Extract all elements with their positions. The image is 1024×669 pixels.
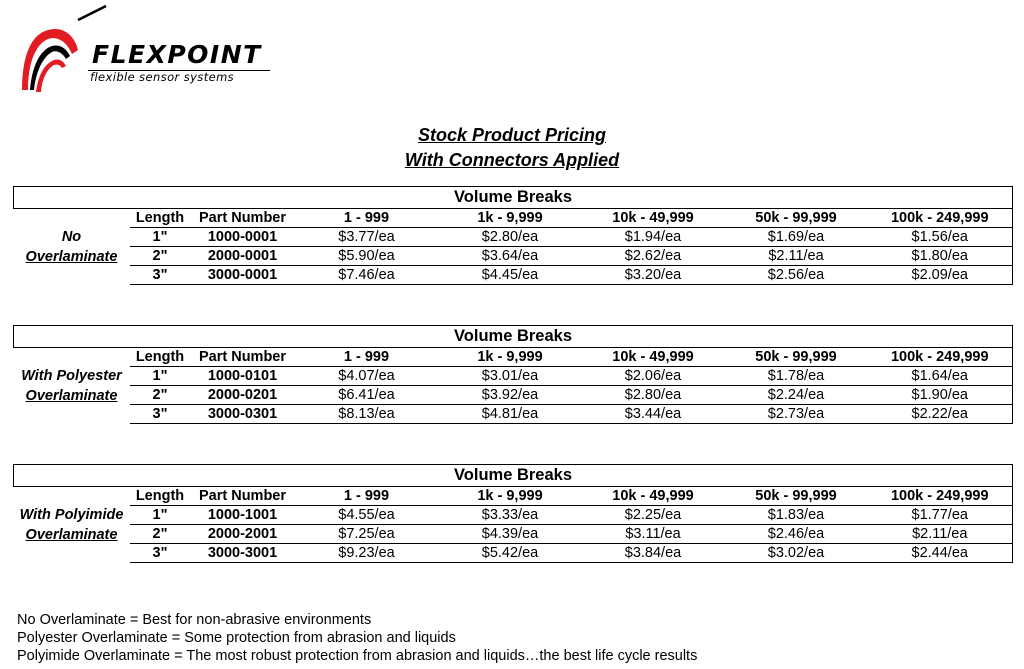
price-cell: $3.02/ea — [725, 544, 868, 563]
column-header: 100k - 249,999 — [868, 487, 1013, 506]
price-cell: $2.24/ea — [725, 386, 868, 405]
part-number-cell: 3000-0001 — [191, 266, 295, 285]
flexpoint-logo — [12, 4, 282, 94]
column-header: 10k - 49,999 — [582, 209, 725, 228]
column-header: 1 - 999 — [295, 487, 439, 506]
price-cell: $9.23/ea — [295, 544, 439, 563]
note-line: Polyimide Overlaminate = The most robust protection from abrasion and liquids…the best life cycle results — [17, 648, 698, 664]
pricing-table-polyester-overlaminate — [13, 325, 1013, 424]
length-cell: 3" — [130, 544, 191, 563]
price-cell: $4.81/ea — [439, 405, 582, 424]
brand-tagline: flexible sensor systems — [90, 70, 235, 84]
pricing-table-polyimide-overlaminate — [13, 464, 1013, 563]
price-cell: $3.20/ea — [582, 266, 725, 285]
category-line: With Polyimide — [19, 506, 124, 523]
part-number-cell: 1000-0001 — [191, 228, 295, 247]
category-underlined: Overlaminate — [25, 248, 118, 265]
price-cell: $2.62/ea — [582, 247, 725, 266]
column-header: Length — [130, 487, 191, 506]
volume-header-row — [14, 465, 1013, 487]
price-cell: $1.64/ea — [868, 367, 1013, 386]
price-cell: $2.80/ea — [439, 228, 582, 247]
price-cell: $4.39/ea — [439, 525, 582, 544]
volume-breaks-header: Volume Breaks — [14, 326, 1013, 348]
price-cell: $3.33/ea — [439, 506, 582, 525]
length-cell: 1" — [130, 506, 191, 525]
price-cell: $1.90/ea — [868, 386, 1013, 405]
price-cell: $2.80/ea — [582, 386, 725, 405]
part-number-cell: 3000-3001 — [191, 544, 295, 563]
category-line — [16, 386, 128, 406]
price-cell: $2.11/ea — [868, 525, 1013, 544]
price-cell: $2.44/ea — [868, 544, 1013, 563]
price-cell: $5.90/ea — [295, 247, 439, 266]
length-cell: 2" — [130, 247, 191, 266]
table-row — [14, 544, 1013, 563]
column-header: 1k - 9,999 — [439, 487, 582, 506]
length-cell: 1" — [130, 228, 191, 247]
table-row — [14, 506, 1013, 525]
column-header-row — [14, 348, 1013, 367]
category-line — [16, 247, 128, 267]
volume-header-row — [14, 326, 1013, 348]
price-cell: $1.94/ea — [582, 228, 725, 247]
column-header: 1 - 999 — [295, 209, 439, 228]
brand-name: FLEXPOINT — [92, 40, 262, 69]
column-header: Part Number — [191, 209, 295, 228]
column-header: 50k - 99,999 — [725, 348, 868, 367]
overlaminate-category — [14, 487, 130, 563]
price-cell: $4.55/ea — [295, 506, 439, 525]
table-row — [14, 266, 1013, 285]
price-cell: $3.64/ea — [439, 247, 582, 266]
column-header-row — [14, 209, 1013, 228]
column-header-row — [14, 487, 1013, 506]
length-cell: 2" — [130, 386, 191, 405]
page-title-line2: With Connectors Applied — [404, 150, 620, 170]
length-cell: 3" — [130, 266, 191, 285]
price-cell: $1.83/ea — [725, 506, 868, 525]
price-cell: $2.22/ea — [868, 405, 1013, 424]
page-title-line1: Stock Product Pricing — [417, 125, 607, 145]
overlaminate-category — [14, 348, 130, 424]
price-cell: $6.41/ea — [295, 386, 439, 405]
table-row — [14, 367, 1013, 386]
column-header: 10k - 49,999 — [582, 487, 725, 506]
note-line: No Overlaminate = Best for non-abrasive environments — [17, 612, 372, 628]
part-number-cell: 2000-0201 — [191, 386, 295, 405]
page-title — [0, 123, 1024, 173]
overlaminate-notes — [17, 611, 697, 665]
price-cell: $7.46/ea — [295, 266, 439, 285]
price-cell: $3.11/ea — [582, 525, 725, 544]
price-cell: $7.25/ea — [295, 525, 439, 544]
length-cell: 2" — [130, 525, 191, 544]
price-cell: $5.42/ea — [439, 544, 582, 563]
part-number-cell: 2000-0001 — [191, 247, 295, 266]
column-header: 1 - 999 — [295, 348, 439, 367]
price-cell: $1.69/ea — [725, 228, 868, 247]
category-line: No — [61, 228, 82, 245]
price-cell: $1.56/ea — [868, 228, 1013, 247]
part-number-cell: 2000-2001 — [191, 525, 295, 544]
column-header: Length — [130, 209, 191, 228]
price-cell: $2.56/ea — [725, 266, 868, 285]
volume-header-row — [14, 187, 1013, 209]
volume-breaks-header: Volume Breaks — [14, 465, 1013, 487]
price-cell: $1.80/ea — [868, 247, 1013, 266]
category-line: With Polyester — [21, 367, 122, 384]
table-row — [14, 228, 1013, 247]
price-cell: $2.46/ea — [725, 525, 868, 544]
part-number-cell: 1000-1001 — [191, 506, 295, 525]
price-cell: $3.77/ea — [295, 228, 439, 247]
overlaminate-category — [14, 209, 130, 285]
note-line: Polyester Overlaminate = Some protection from abrasion and liquids — [17, 630, 456, 646]
part-number-cell: 3000-0301 — [191, 405, 295, 424]
price-cell: $2.11/ea — [725, 247, 868, 266]
length-cell: 1" — [130, 367, 191, 386]
price-cell: $2.06/ea — [582, 367, 725, 386]
column-header: 50k - 99,999 — [725, 487, 868, 506]
price-cell: $2.09/ea — [868, 266, 1013, 285]
price-cell: $3.01/ea — [439, 367, 582, 386]
column-header: Part Number — [191, 348, 295, 367]
column-header: 10k - 49,999 — [582, 348, 725, 367]
table-row — [14, 525, 1013, 544]
column-header: Length — [130, 348, 191, 367]
table-row — [14, 247, 1013, 266]
price-cell: $3.44/ea — [582, 405, 725, 424]
pricing-table-no-overlaminate — [13, 186, 1013, 285]
column-header: 100k - 249,999 — [868, 348, 1013, 367]
price-cell: $4.07/ea — [295, 367, 439, 386]
category-line — [16, 525, 128, 545]
category-underlined: Overlaminate — [25, 526, 118, 543]
price-cell: $3.92/ea — [439, 386, 582, 405]
column-header: 1k - 9,999 — [439, 209, 582, 228]
price-cell: $4.45/ea — [439, 266, 582, 285]
part-number-cell: 1000-0101 — [191, 367, 295, 386]
length-cell: 3" — [130, 405, 191, 424]
price-cell: $1.77/ea — [868, 506, 1013, 525]
price-cell: $1.78/ea — [725, 367, 868, 386]
price-cell: $2.73/ea — [725, 405, 868, 424]
column-header: 1k - 9,999 — [439, 348, 582, 367]
price-cell: $3.84/ea — [582, 544, 725, 563]
price-cell: $8.13/ea — [295, 405, 439, 424]
price-cell: $2.25/ea — [582, 506, 725, 525]
column-header: 100k - 249,999 — [868, 209, 1013, 228]
column-header: 50k - 99,999 — [725, 209, 868, 228]
category-underlined: Overlaminate — [25, 387, 118, 404]
table-row — [14, 405, 1013, 424]
column-header: Part Number — [191, 487, 295, 506]
volume-breaks-header: Volume Breaks — [14, 187, 1013, 209]
table-row — [14, 386, 1013, 405]
